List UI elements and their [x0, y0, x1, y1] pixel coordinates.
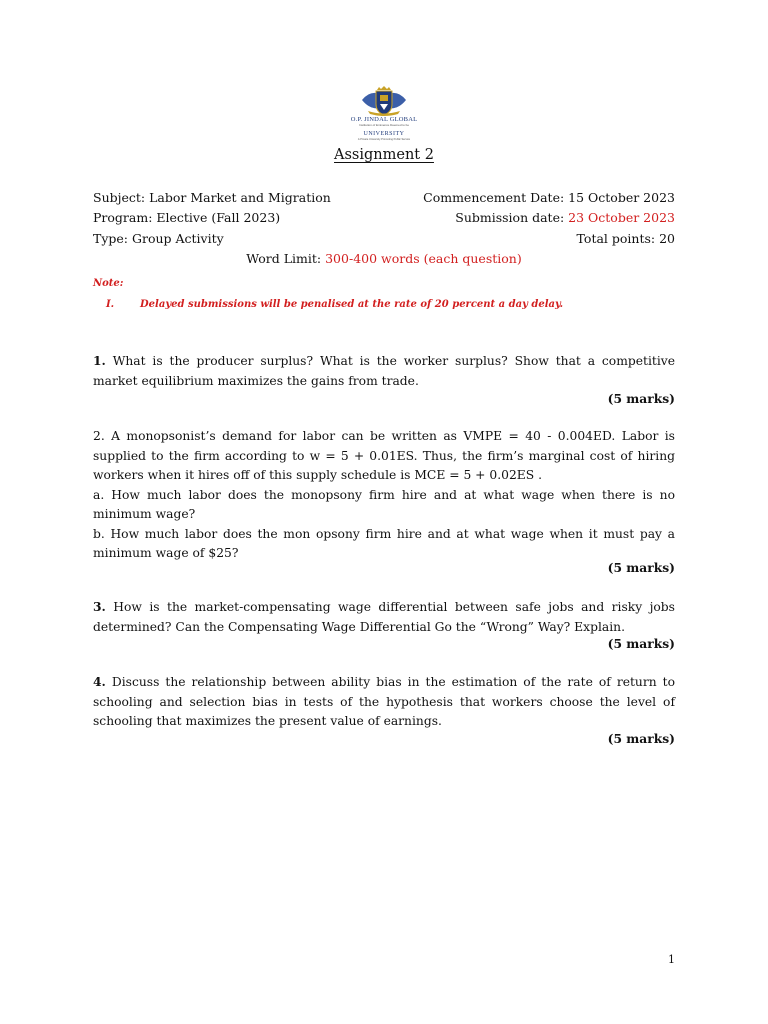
- question-3: [93, 597, 675, 637]
- header-row-3: [93, 231, 675, 246]
- header-row-1: [93, 190, 675, 205]
- note-item-text: Delayed submissions will be penalised at the rate of 20 percent a day delay.: [140, 299, 564, 310]
- question-4-marks: (5 marks): [607, 731, 675, 746]
- commencement-date: Commencement Date: 15 October 2023: [423, 190, 675, 205]
- logo-name: O.P. JINDAL GLOBAL: [350, 116, 418, 123]
- question-1-marks: (5 marks): [607, 391, 675, 406]
- logo-subtitle: Institution of Eminence Deemed to be: [358, 123, 410, 127]
- type-label: Type: Group Activity: [93, 231, 224, 246]
- question-1: [93, 351, 675, 391]
- word-limit-value: 300-400 words (each question): [325, 251, 522, 266]
- question-3-text: How is the market-compensating wage differential between safe jobs and risky jobs determined? Can the Compensating Wage Differential Go the “Wrong” Way? Explain.: [93, 600, 675, 634]
- logo-tagline: A Private University Promoting Public Service: [357, 138, 411, 141]
- header-row-2: [93, 210, 675, 225]
- question-2-text: 2. A monopsonist’s demand for labor can be written as VMPE = 40 - 0.004ED. Labor is supplied to the firm according to w = 5 + 0.01ES. Thus, the firm’s marginal cost of hiring workers when it hires off of this supply schedule is MCE = 5 + 0.02ES .: [93, 429, 675, 482]
- question-3-marks: (5 marks): [607, 636, 675, 651]
- total-points: Total points: 20: [576, 231, 675, 246]
- question-1-number: 1.: [93, 353, 106, 368]
- submission-date-value: 23 October 2023: [568, 210, 675, 225]
- note-item: [106, 299, 563, 310]
- question-4: [93, 672, 675, 732]
- note-item-number: I.: [106, 299, 115, 310]
- submission-date-label: Submission date:: [455, 210, 569, 225]
- question-2-part-b: b. How much labor does the mon opsony firm hire and at what wage when it must pay a minimum wage of $25?: [93, 526, 675, 560]
- word-limit-label: Word Limit:: [246, 251, 326, 266]
- subject-label: Subject: Labor Market and Migration: [93, 190, 331, 205]
- question-2-part-a: a. How much labor does the monopsony firm hire and at what wage when there is no minimum wage?: [93, 487, 675, 521]
- note-label: Note:: [93, 278, 124, 289]
- question-2-marks: (5 marks): [607, 560, 675, 575]
- logo-university: UNIVERSITY: [363, 131, 405, 137]
- crest-icon: [334, 86, 434, 116]
- question-3-number: 3.: [93, 599, 106, 614]
- question-4-text: Discuss the relationship between ability bias in the estimation of the rate of return to schooling and selection bias in tests of the hypothesis that workers choose the level of schooling that maximizes the present value of earnings.: [93, 675, 675, 728]
- submission-date: [455, 210, 675, 225]
- word-limit: [0, 251, 768, 266]
- program-label: Program: Elective (Fall 2023): [93, 210, 281, 225]
- question-4-number: 4.: [93, 674, 106, 689]
- question-1-text: What is the producer surplus? What is the worker surplus? Show that a competitive market equilibrium maximizes the gains from trade.: [93, 354, 675, 388]
- university-logo: [334, 86, 434, 148]
- page-number: 1: [668, 953, 675, 966]
- assignment-title: Assignment 2: [334, 147, 434, 163]
- question-2: [93, 427, 675, 564]
